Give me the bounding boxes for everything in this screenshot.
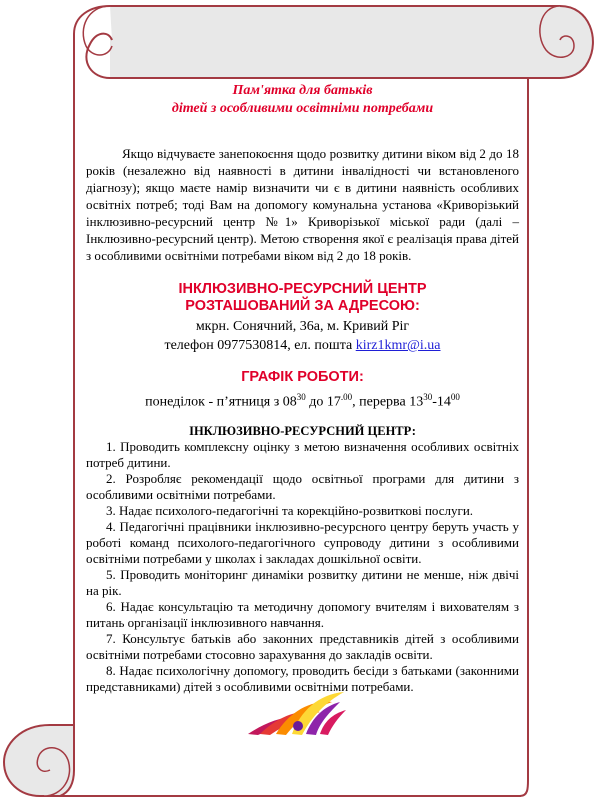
service-item: 8. Надає психологічну допомогу, проводить бесіди з батьками (законними представниками) дітей з особливими освітніми потребами. (86, 662, 519, 694)
schedule-part-2: до 17 (305, 394, 341, 410)
intro-paragraph: Якщо відчуваєте занепокоєння щодо розвитку дитини віком від 2 до 18 років (незалежно від наявності в дитини інвалідності чи встановленого діагнозу); якщо маєте намір визначити чи є в дитини наявність особливих освітніх потреб; тоді Вам на допомогу комунальна установа «Криворізький інклюзивно-ресурсний центр №1» Криворізької міської ради (далі – Інклюзивно-ресурсний центр). Метою створення якої є реалізація права дітей з особливими освітніми потребами віком від 2 до 18 років. (86, 146, 519, 263)
schedule-sup-3: 30 (423, 392, 433, 402)
email-link[interactable]: kirz1kmr@i.ua (355, 338, 441, 353)
services-heading: ІНКЛЮЗИВНО-РЕСУРСНИЙ ЦЕНТР: (189, 423, 416, 438)
phone-text: телефон 0977530814, ел. пошта (164, 338, 356, 353)
schedule-part-3: , перерва 13 (352, 394, 424, 410)
address-heading-line1: ІНКЛЮЗИВНО-РЕСУРСНИЙ ЦЕНТР (178, 281, 427, 297)
center-logo-icon (246, 688, 348, 736)
address-heading-line2: РОЗТАШОВАНИЙ ЗА АДРЕСОЮ: (185, 298, 420, 314)
service-item: 5. Проводить моніторинг динаміки розвитку дитини не менше, ніж двічі на рік. (86, 566, 519, 598)
service-item: 4. Педагогічні працівники інклюзивно-ресурсного центру беруть участь у роботі команд психолого-педагогічного супроводу дитини з особливими освітніми потребами у школах і закладах дошкільної освіти. (86, 518, 519, 566)
address-contacts (86, 336, 519, 355)
document-title-line2: дітей з особливими освітніми потребами (171, 101, 434, 116)
document-title-line1: Пам'ятка для батьків (232, 83, 373, 98)
service-item: 2. Розробляє рекомендації щодо освітньої програми для дитини з особливими освітніми потребами. (86, 470, 519, 502)
service-item: 1. Проводить комплексну оцінку з метою визначення особливих освітніх потреб дитини. (86, 438, 519, 470)
schedule-heading: ГРАФІК РОБОТИ: (241, 369, 364, 385)
schedule-sup-4: 00 (450, 392, 460, 402)
address-street: мкрн. Сонячний, 36а, м. Кривий Ріг (195, 319, 410, 334)
service-item: 7. Консультує батьків або законних представників дітей з особливими освітніми потребами стосовно зарахування до закладів освіти. (86, 630, 519, 662)
document-body (86, 82, 519, 695)
schedule-part-4: -14 (432, 394, 451, 410)
scroll-top-roll (110, 6, 593, 78)
schedule-days: понеділок - п’ятниця з 08 (145, 394, 297, 410)
service-item: 3. Надає психолого-педагогічні та корекційно-розвиткові послуги. (106, 502, 474, 518)
schedule-sup-2: .00 (340, 392, 353, 402)
service-item: 6. Надає консультацію та методичну допомогу вчителям і вихователям з питань організації інклюзивного навчання. (86, 598, 519, 630)
schedule-hours (86, 388, 519, 412)
schedule-sup-1: 30 (296, 392, 306, 402)
